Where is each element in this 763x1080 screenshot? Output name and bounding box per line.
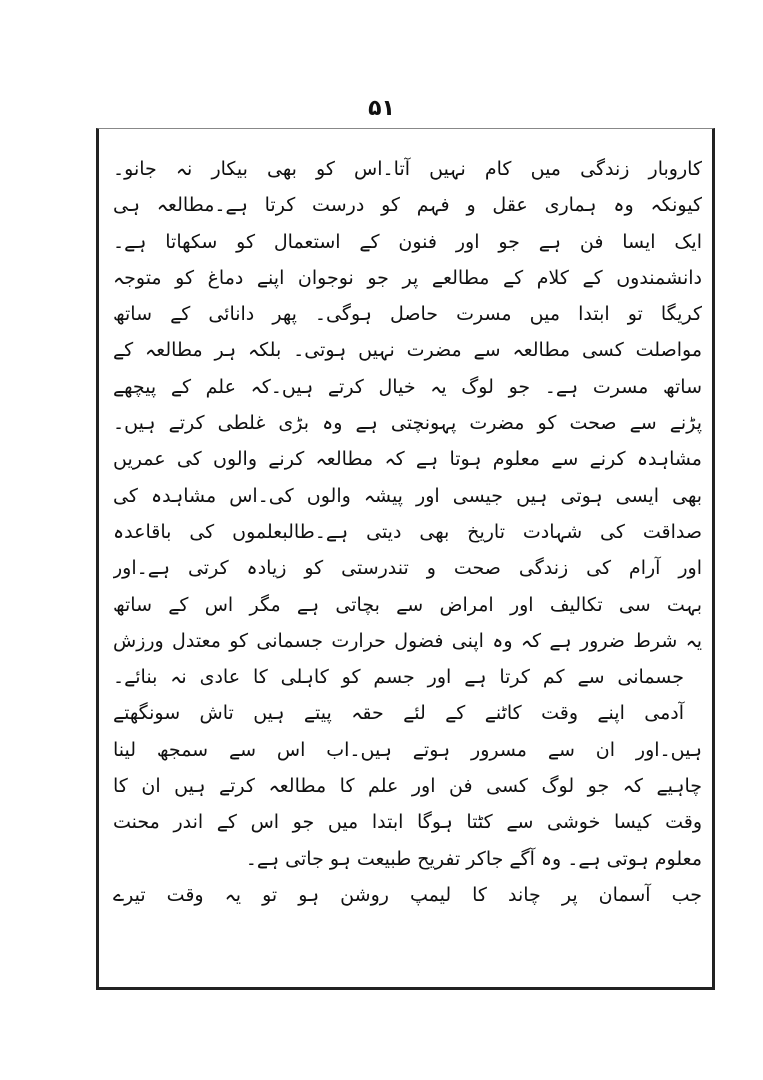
body-text [113, 151, 702, 913]
text-line: دانشمندوں کے کلام کے مطالعے پر جو نوجوان اپنے دماغ کو متوجہ [113, 266, 702, 289]
text-line: جب آسمان پر چاند کا لیمپ روشن ہو تو یہ وقت تیرے [113, 883, 702, 906]
text-line: معلوم ہوتی ہے۔ وہ آگے جاکر تفریح طبیعت ہو جاتی ہے۔ [245, 847, 702, 870]
text-line: وقت کیسا خوشی سے کٹتا ہوگا ابتدا میں جو اس کے اندر محنت [113, 811, 702, 834]
text-line: ہیں۔اور ان سے مسرور ہوتے ہیں۔اب اس سے سمجھ لینا [113, 738, 702, 761]
text-line: کیونکہ وہ ہماری عقل و فہم کو درست کرتا ہے۔مطالعہ ہی [113, 194, 702, 217]
text-line: چاہیے کہ جو لوگ کسی فن اور علم کا مطالعہ کرتے ہیں ان کا [113, 775, 702, 798]
text-frame [96, 128, 715, 990]
text-line: اور آرام کی زندگی صحت و تندرستی کو زیادہ کرتی ہے۔اور [113, 557, 702, 580]
text-line: کاروبار زندگی میں کام نہیں آتا۔اس کو بھی بیکار نہ جانو۔ [113, 158, 702, 180]
text-line: بہت سی تکالیف اور امراض سے بچاتی ہے مگر اس کے ساتھ [113, 593, 702, 616]
text-line: بھی ایسی ہوتی ہیں جیسی اور پیشہ والوں کی۔اس مشاہدہ کی [113, 484, 702, 507]
page-number: ۵۱ [368, 96, 395, 121]
text-line: مشاہدہ کرنے سے معلوم ہوتا ہے کہ مطالعہ کرنے والوں کی عمریں [113, 448, 702, 471]
text-line: ایک ایسا فن ہے جو اور فنون کے استعمال کو سکھاتا ہے۔ [113, 230, 702, 253]
text-line: کریگا تو ابتدا میں مسرت حاصل ہوگی۔ پھر دانائی کے ساتھ [113, 303, 702, 326]
text-line: صداقت کی شہادت تاریخ بھی دیتی ہے۔طالبعلموں کی باقاعدہ [113, 520, 702, 543]
text-line: مواصلت کسی مطالعہ سے مضرت نہیں ہوتی۔ بلکہ ہر مطالعہ کے [113, 339, 702, 362]
text-line: آدمی اپنے وقت کاٹنے کے لئے حقہ پیتے ہیں تاش سونگھتے [113, 702, 684, 725]
text-line: یہ شرط ضرور ہے کہ وہ اپنی فضول حرارت جسمانی کو معتدل ورزش [113, 629, 702, 652]
text-line: جسمانی سے کم کرتا ہے اور جسم کو کاہلی کا عادی نہ بنائے۔ [113, 666, 684, 689]
text-line: پڑنے سے صحت کو مضرت پہونچتی ہے وہ بڑی غلطی کرتے ہیں۔ [113, 412, 702, 435]
text-line: ساتھ مسرت ہے۔ جو لوگ یہ خیال کرتے ہیں۔کہ علم کے پیچھے [113, 375, 702, 398]
